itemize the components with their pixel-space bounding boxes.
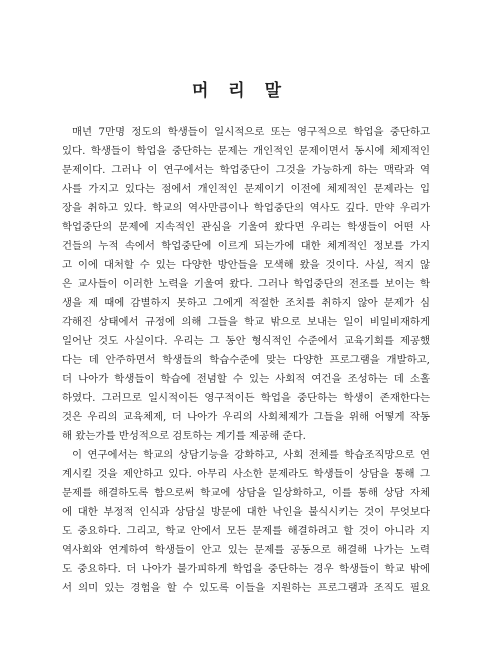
text-line: 다는 데 안주하면서 학생들의 학습수준에 맞는 다양한 프로그램을 개발하고, [62, 354, 430, 366]
page-title: 머 리 말 [191, 81, 289, 101]
text-line: 서 의미 있는 경험을 할 수 있도록 이들을 지원하는 프로그램과 조직도 필요 [62, 582, 430, 594]
text-line: 일어난 것도 사실이다. 우리는 그 동안 형식적인 수준에서 교육기회를 제공했 [62, 335, 430, 347]
text-line: 더 나아가 학생들이 학습에 전념할 수 있는 사회적 여건을 조성하는 데 소홀 [62, 373, 430, 385]
text-line: 문제를 해결하도록 함으로써 학교에 상담을 일상화하고, 이를 통해 상담 자체 [62, 487, 430, 499]
text-line: 학업중단의 문제에 지속적인 관심을 기울여 왔다면 우리는 학생들이 어떤 사 [62, 221, 430, 233]
text-line: 매년 7만명 정도의 학생들이 일시적으로 또는 영구적으로 학업을 중단하고 [72, 126, 430, 138]
text-line: 것은 우리의 교육체제, 더 나아가 우리의 사회체제가 그들을 위해 어떻게 작동 [62, 411, 430, 423]
text-line: 사를 가지고 있다는 점에서 개인적인 문제이기 이전에 체제적인 문제라는 입 [62, 183, 430, 195]
text-line: 생을 제 때에 감별하지 못하고 그에게 적절한 조치를 취하지 않아 문제가 심 [62, 297, 430, 309]
text-line: 각해진 상태에서 규정에 의해 그들을 학교 밖으로 보내는 일이 비일비재하게 [62, 316, 430, 328]
text-line: 역사회와 연계하여 학생들이 안고 있는 문제를 공동으로 해결해 나가는 노력 [62, 544, 430, 556]
text-line: 장을 취하고 있다. 학교의 역사만큼이나 학업중단의 역사도 깊다. 만약 우리가 [62, 202, 430, 214]
text-line: 하였다. 그러므로 일시적이든 영구적이든 학업을 중단하는 학생이 존재한다는 [62, 392, 430, 404]
text-line: 도 중요하다. 더 나아가 불가피하게 학업을 중단하는 경우 학생들이 학교 밖에 [62, 563, 430, 575]
text-line: 건들의 누적 속에서 학업중단에 이르게 되는가에 대한 체계적인 정보를 가지 [62, 240, 430, 252]
preface-body [62, 123, 430, 598]
text-line: 은 교사들이 이러한 노력을 기울여 왔다. 그러나 학업중단의 전조를 보이는 학 [62, 278, 430, 290]
text-line: 있다. 학생들이 학업을 중단하는 문제는 개인적인 문제이면서 동시에 체제적인 [62, 145, 430, 157]
text-line: 도 중요하다. 그리고, 학교 안에서 모든 문제를 해결하려고 할 것이 아니라 지 [62, 525, 430, 537]
text-line: 에 대한 부정적 인식과 상담실 방문에 대한 낙인을 불식시키는 것이 무엇보다 [62, 506, 430, 518]
text-line: 고 이에 대처할 수 있는 다양한 방안들을 모색해 왔을 것이다. 사실, 적지 않 [62, 259, 430, 271]
text-line: 이 연구에서는 학교의 상담기능을 강화하고, 사회 전체를 학습조직망으로 연 [72, 449, 430, 461]
text-line: 문제이다. 그러나 이 연구에서는 학업중단이 그것을 가능하게 하는 맥락과 역 [62, 164, 430, 176]
text-line: 해 왔는가를 반성적으로 검토하는 계기를 제공해 준다. [62, 430, 306, 442]
text-line: 계시킬 것을 제안하고 있다. 아무리 사소한 문제라도 학생들이 상담을 통해 그 [62, 468, 430, 480]
